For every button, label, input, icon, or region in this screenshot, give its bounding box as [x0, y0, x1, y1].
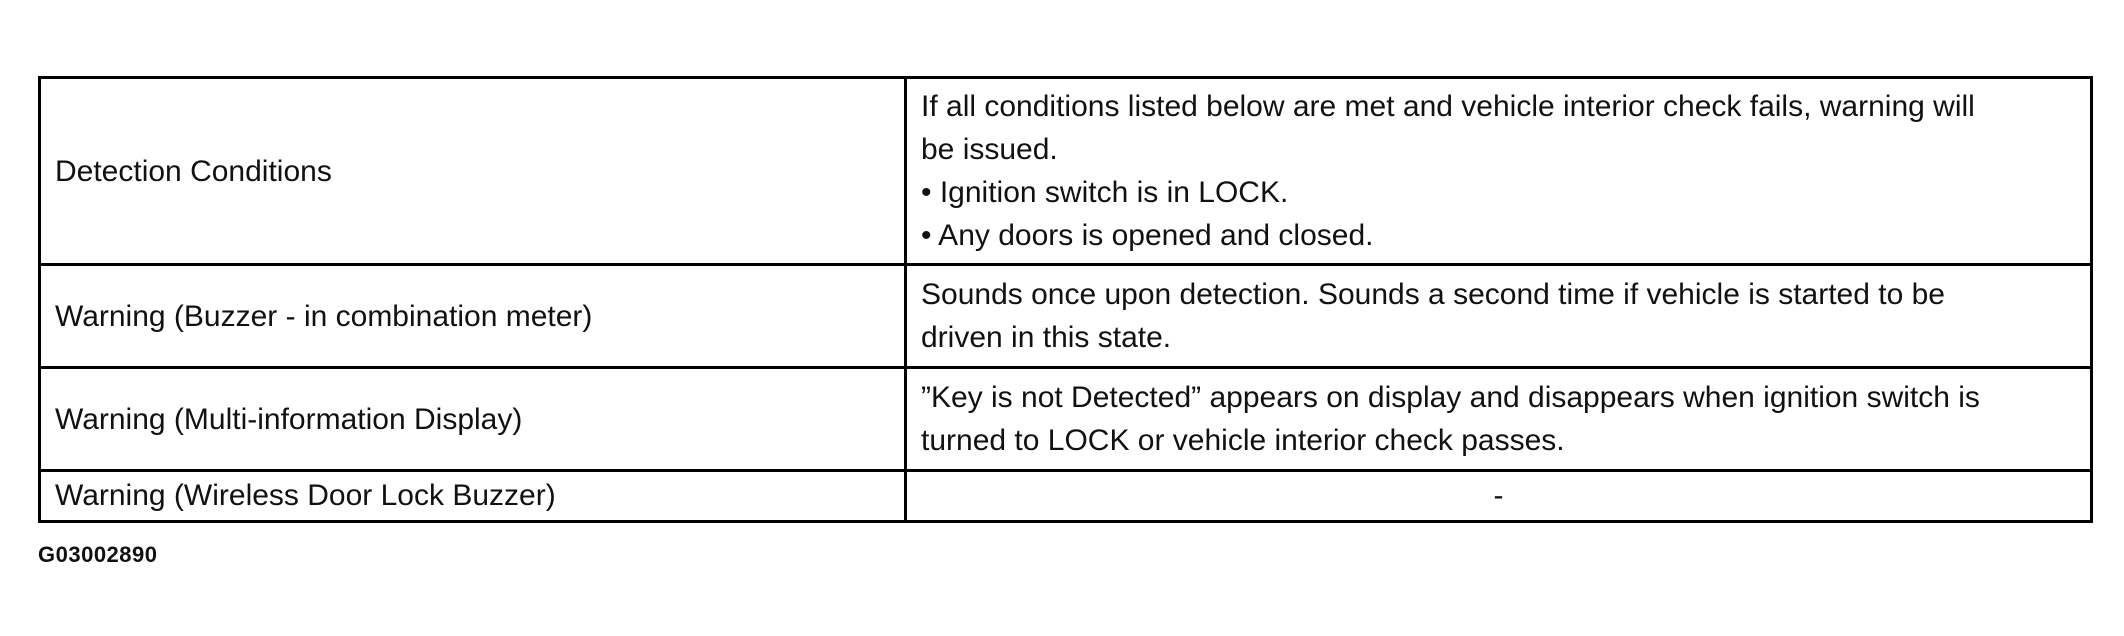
row-label-cell [40, 471, 906, 522]
row-label: Warning (Multi-information Display) [55, 402, 523, 436]
description-line: Sounds once upon detection. Sounds a second time if vehicle is started to be [921, 278, 1945, 311]
description-line: If all conditions listed below are met and vehicle interior check fails, warning will [921, 90, 1975, 123]
table-row-detection-conditions [40, 78, 2092, 265]
row-description-cell [906, 265, 2092, 368]
warning-conditions-table [38, 76, 2093, 523]
row-label: Warning (Buzzer - in combination meter) [55, 299, 593, 333]
row-description-cell [906, 78, 2092, 265]
row-label-cell [40, 265, 906, 368]
table-row-wireless-door-lock-buzzer [40, 471, 2092, 522]
row-label-cell [40, 78, 906, 265]
row-description-cell [906, 368, 2092, 471]
table-row-buzzer-warning [40, 265, 2092, 368]
description-line: turned to LOCK or vehicle interior check passes. [921, 424, 1565, 457]
table-row-multi-info-display-warning [40, 368, 2092, 471]
figure-id-label: G03002890 [38, 542, 158, 567]
row-label: Detection Conditions [55, 154, 332, 188]
bullet-item: • Ignition switch is in LOCK. [921, 176, 1289, 209]
row-label-cell [40, 368, 906, 471]
row-description-cell [906, 471, 2092, 522]
description-line: ”Key is not Detected” appears on display and disappears when ignition switch is [921, 381, 1980, 414]
bullet-item: • Any doors is opened and closed. [921, 219, 1374, 252]
description-line: be issued. [921, 133, 1058, 166]
row-label: Warning (Wireless Door Lock Buzzer) [55, 479, 556, 512]
description-line: driven in this state. [921, 321, 1172, 354]
description-line: - [1493, 479, 1504, 512]
